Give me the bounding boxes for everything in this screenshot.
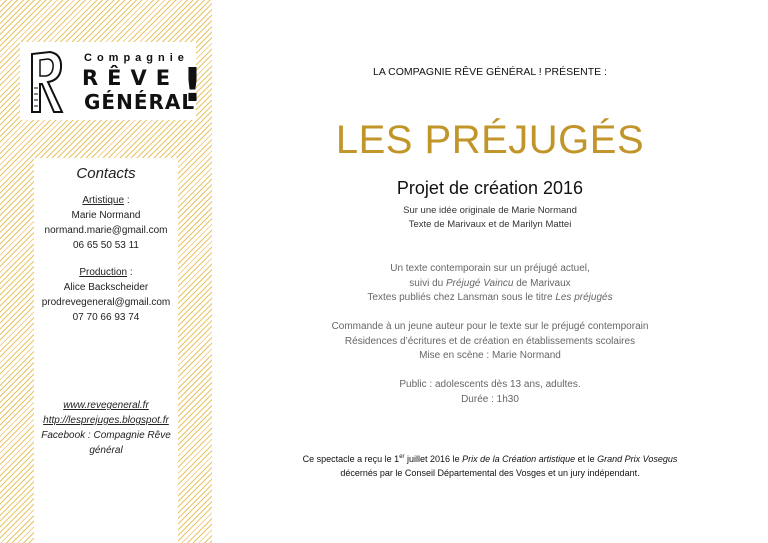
- artistique-phone: 06 65 50 53 11: [73, 240, 139, 251]
- production-label: Production :: [79, 267, 133, 278]
- page-subtitle: Projet de création 2016: [396, 178, 584, 198]
- page-title: LES PRÉJUGÉS: [335, 118, 645, 162]
- logo-exclamation: !: [182, 58, 203, 112]
- description-block: [212, 262, 768, 306]
- project-line-3: Mise en scène : Marie Normand: [419, 350, 561, 361]
- credit-idea: Sur une idée originale de Marie Normand: [403, 205, 577, 216]
- duration-line: Durée : 1h30: [461, 393, 519, 405]
- company-logo: [20, 42, 203, 120]
- award-line-1: Ce spectacle a reçu le 1er juillet 2016 le Prix de la Création artistique et le Grand Prix Vosegus: [302, 454, 678, 464]
- desc-line-1: Un texte contemporain sur un préjugé actuel,: [390, 263, 590, 274]
- sidebar: [0, 0, 212, 543]
- project-line-1: Commande à un jeune auteur pour le texte sur le préjugé contemporain: [331, 321, 649, 332]
- main-content: [212, 0, 768, 543]
- project-line-2: Résidences d’écritures et de création en établissements scolaires: [344, 335, 636, 347]
- production-section: [34, 265, 178, 325]
- logo-r-icon: [28, 48, 66, 114]
- artistique-section: [34, 193, 178, 253]
- logo-general: GÉNÉRAL: [84, 90, 196, 114]
- production-phone: 07 70 66 93 74: [72, 312, 140, 323]
- project-block: [212, 320, 768, 364]
- presente-line: LA COMPAGNIE RÊVE GÉNÉRAL ! PRÉSENTE :: [373, 66, 607, 78]
- contacts-title: Contacts: [76, 165, 136, 182]
- award-block: [212, 450, 768, 480]
- blog-link[interactable]: http://lesprejuges.blogspot.fr: [43, 415, 169, 426]
- artistique-label: Artistique :: [82, 195, 130, 206]
- website-link[interactable]: www.revegeneral.fr: [63, 400, 149, 411]
- desc-line-3: Textes publiés chez Lansman sous le titre Les préjugés: [367, 292, 613, 303]
- artistique-email[interactable]: normand.marie@gmail.com: [44, 225, 168, 236]
- logo-compagnie: Compagnie: [84, 52, 189, 64]
- links-section: [34, 398, 178, 458]
- facebook-link[interactable]: Facebook : Compagnie Rêve général: [41, 430, 171, 456]
- logo-reve: RÊVE: [82, 66, 180, 90]
- production-name: Alice Backscheider: [63, 282, 149, 293]
- audience-block: [212, 378, 768, 407]
- production-email[interactable]: prodrevegeneral@gmail.com: [41, 297, 171, 308]
- audience-line: Public : adolescents dès 13 ans, adultes.: [399, 379, 581, 390]
- credits: [212, 204, 768, 232]
- contact-box: [34, 158, 178, 543]
- credit-text: Texte de Marivaux et de Marilyn Mattei: [408, 219, 572, 230]
- desc-line-2: suivi du Préjugé Vaincu de Marivaux: [409, 277, 571, 289]
- award-line-2: décernés par le Conseil Départemental des Vosges et un jury indépendant.: [340, 468, 640, 478]
- artistique-name: Marie Normand: [71, 210, 141, 221]
